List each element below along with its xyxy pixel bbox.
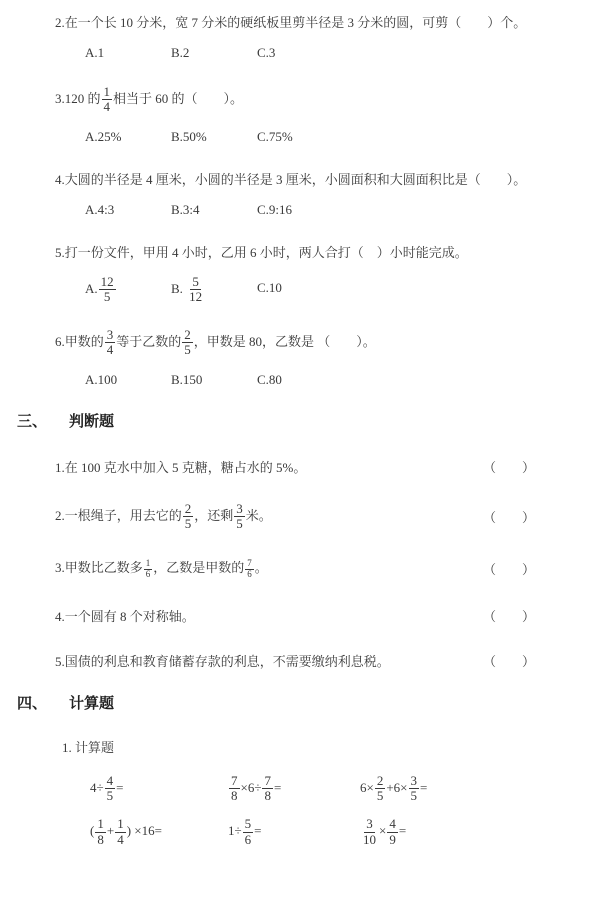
fraction: $\frac{3}{5}$ [236, 500, 243, 532]
question-text: 3.120 的 $\frac{1}{4}$ 相当于 60 的（ ）。 [55, 84, 244, 115]
fraction: $\frac{7}{8}$ [264, 772, 271, 804]
fraction: $\frac{4}{5}$ [106, 772, 114, 804]
answer-bracket: （ ） [482, 562, 535, 578]
calc-section-number: 四、 [17, 694, 48, 712]
fraction: $\frac{2}{5}$ [376, 772, 384, 804]
question-text: 4.大圆的半径是 4 厘米，小圆的半径是 3 厘米，小圆面积和大圆面积比是（ ）。 [55, 171, 527, 187]
fraction: $\frac{5}{12}$ [189, 273, 203, 304]
judgment-item [55, 651, 591, 670]
judgment-text: 2.一根绳子，用去它的 $\frac{2}{5}$ ，还剩 $\frac{3}{5}$ 米。 [55, 500, 272, 532]
answer-bracket: （ ） [482, 608, 535, 624]
judgment-section-number: 三、 [17, 412, 48, 430]
question-text: 2.在一个长 10 分米，宽 7 分米的硬纸板里剪半径是 3 分米的圆，可剪（ ）个。 [55, 15, 527, 30]
options-row [85, 202, 591, 218]
fraction: $\frac{7}{8}$ [231, 772, 238, 804]
options-row [85, 45, 591, 61]
fraction: $\frac{4}{9}$ [389, 816, 396, 847]
option-label: A.25% [85, 128, 122, 144]
calc-expressions-grid [90, 774, 591, 847]
option-label: A.1 [85, 45, 105, 60]
options-row [85, 372, 591, 388]
fraction: $\frac{12}{5}$ [100, 273, 114, 304]
judgment-text: 4.一个圆有 8 个对称轴。 [55, 608, 195, 624]
calc-expression: 1÷ $\frac{5}{6}$ = [228, 816, 262, 847]
calc-expression: $\frac{7}{8}$ ×6÷ $\frac{7}{8}$ = [231, 772, 282, 804]
answer-bracket: （ ） [482, 459, 535, 475]
option-label: B. $\frac{5}{12}$ [171, 273, 203, 304]
choice-question [55, 12, 591, 61]
option-label: B.2 [171, 45, 190, 60]
options-row [85, 129, 591, 145]
choice-question [55, 85, 591, 145]
question-text: 5.打一份文件，甲用 4 小时，乙用 6 小时，两人合打（ ）小时能完成。 [55, 244, 468, 260]
calc-expression: ( $\frac{1}{8}$ + $\frac{1}{4}$ ) ×16= [90, 816, 162, 847]
fraction: $\frac{3}{10}$ [363, 816, 376, 847]
option-label: C.3 [257, 45, 276, 60]
answer-bracket: （ ） [482, 653, 535, 669]
multiple-choice-section [17, 12, 591, 388]
fraction: $\frac{2}{5}$ [184, 500, 192, 532]
calc-section-title: 计算题 [69, 694, 115, 712]
judgment-item [55, 606, 591, 625]
judgment-item [55, 502, 591, 532]
judgment-section-header [17, 410, 591, 431]
question-text: 6.甲数的 $\frac{3}{4}$ 等于乙数的 $\frac{2}{5}$ ，甲数是 80，乙数是 （ ）。 [55, 327, 376, 358]
fraction: $\frac{3}{5}$ [410, 772, 418, 804]
calc-subtitle: 1. 计算题 [62, 739, 115, 755]
option-label: B.50% [171, 128, 207, 144]
fraction: $\frac{1}{4}$ [117, 816, 124, 847]
option-label: C.80 [257, 371, 282, 387]
judgment-item [55, 457, 591, 476]
option-label: A. $\frac{12}{5}$ [85, 273, 114, 304]
option-label: B.150 [171, 371, 203, 387]
choice-question [55, 169, 591, 218]
option-label: B.3:4 [171, 201, 200, 217]
choice-question [55, 242, 591, 305]
calc-expression: $\frac{3}{10}$ × $\frac{4}{9}$ = [363, 816, 407, 847]
judgment-section-title: 判断题 [69, 412, 115, 430]
calc-expression: 4÷ $\frac{4}{5}$ = [90, 772, 124, 804]
option-label: A.4:3 [85, 201, 115, 217]
option-label: C.9:16 [257, 201, 293, 217]
fraction: $\frac{1}{6}$ [145, 558, 151, 579]
fraction: $\frac{3}{4}$ [106, 327, 114, 358]
options-row [85, 275, 591, 305]
option-label: C.75% [257, 128, 293, 144]
calc-expression: 6× $\frac{2}{5}$ +6× $\frac{3}{5}$ = [360, 772, 428, 804]
fraction: $\frac{1}{8}$ [97, 816, 104, 847]
judgment-text: 5.国债的利息和教育储蓄存款的利息，不需要缴纳利息税。 [55, 653, 390, 669]
answer-bracket: （ ） [482, 510, 535, 526]
fraction: $\frac{5}{6}$ [244, 816, 252, 847]
fraction: $\frac{7}{6}$ [247, 558, 252, 579]
fraction: $\frac{2}{5}$ [184, 327, 191, 358]
judgment-section [17, 457, 591, 670]
calc-section-header [17, 692, 591, 713]
fraction: $\frac{1}{4}$ [103, 84, 111, 115]
option-label: A.100 [85, 371, 118, 387]
judgment-text: 3.甲数比乙数多 $\frac{1}{6}$ ，乙数是甲数的 $\frac{7}{6}$ 。 [55, 558, 268, 579]
choice-question [55, 328, 591, 388]
judgment-text: 1.在 100 克水中加入 5 克糖，糖占水的 5%。 [55, 459, 307, 475]
option-label: C.10 [257, 280, 282, 296]
judgment-item [55, 557, 591, 579]
